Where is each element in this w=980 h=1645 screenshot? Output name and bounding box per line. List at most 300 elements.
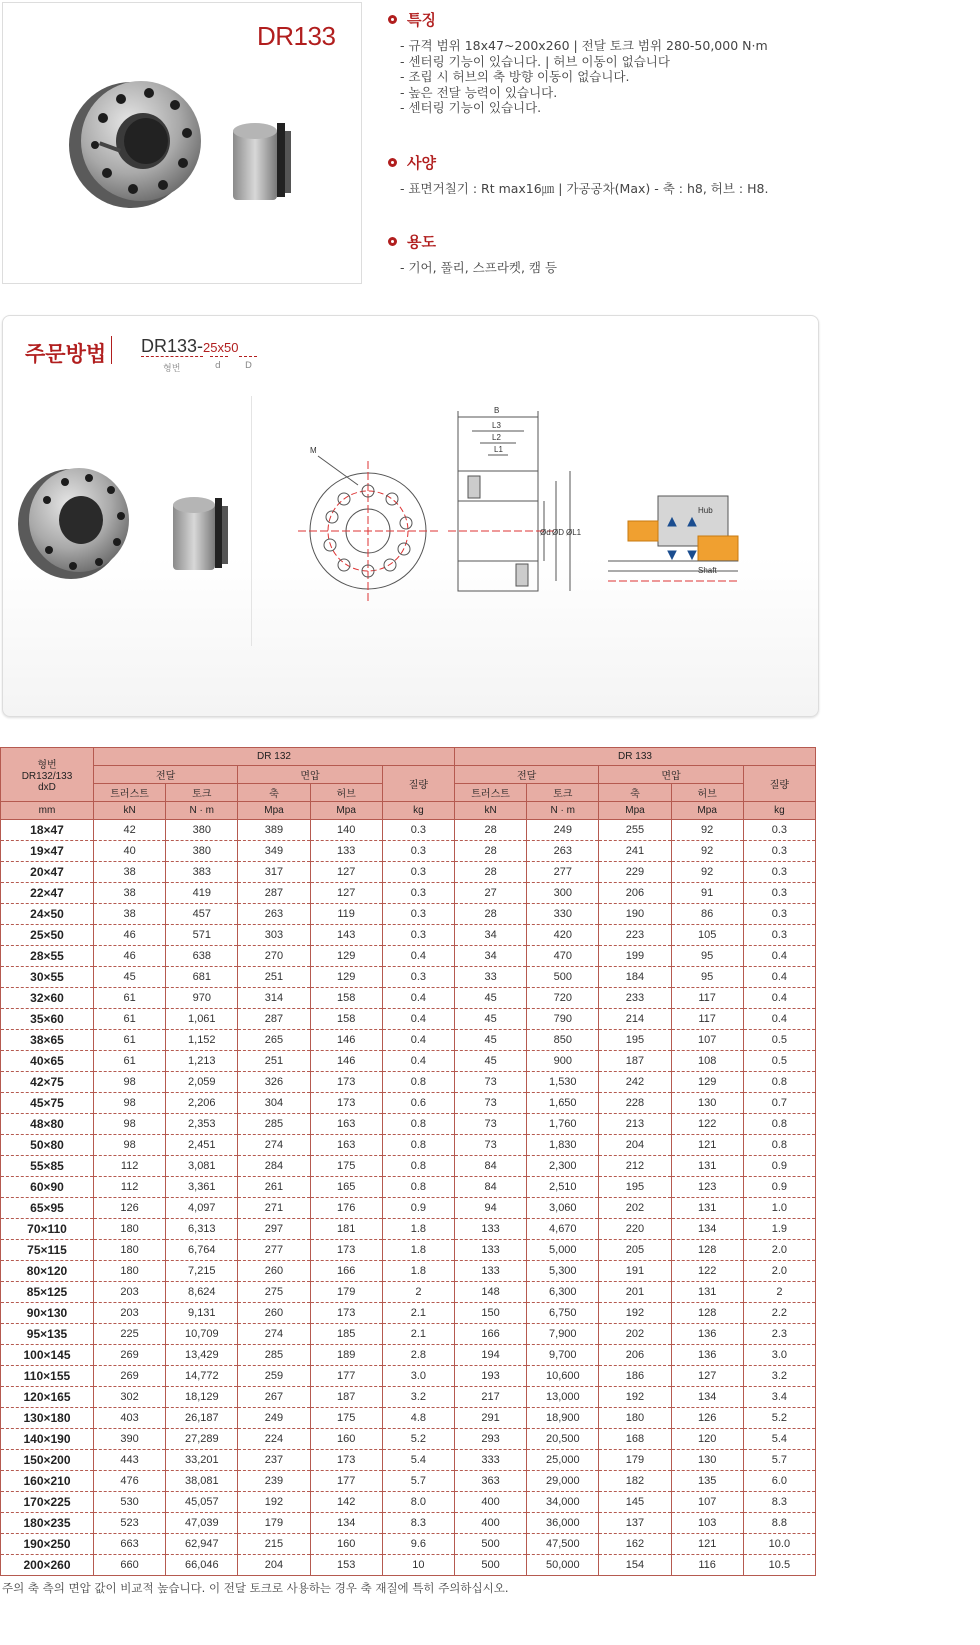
table-cell: 192 — [599, 1303, 671, 1324]
table-cell: 91 — [671, 883, 743, 904]
table-cell: 237 — [238, 1450, 310, 1471]
label-l3: L3 — [492, 421, 501, 430]
table-cell: 0.9 — [743, 1156, 815, 1177]
row-dimension: 19×47 — [1, 841, 94, 862]
underline-D — [239, 356, 257, 357]
features-heading — [388, 9, 968, 30]
table-cell: 173 — [310, 1240, 382, 1261]
table-cell: 158 — [310, 1009, 382, 1030]
table-cell: 120 — [671, 1429, 743, 1450]
table-cell: 107 — [671, 1492, 743, 1513]
table-cell: 45 — [455, 988, 527, 1009]
table-cell: 47,500 — [527, 1534, 599, 1555]
table-cell: 146 — [310, 1030, 382, 1051]
table-cell: 13,000 — [527, 1387, 599, 1408]
table-cell: 523 — [94, 1513, 166, 1534]
table-cell: 182 — [599, 1471, 671, 1492]
specs-list — [400, 181, 968, 197]
table-cell: 46 — [94, 946, 166, 967]
table-cell: 900 — [527, 1051, 599, 1072]
label-l2: L2 — [492, 433, 501, 442]
row-dimension: 140×190 — [1, 1429, 94, 1450]
table-cell: 2.1 — [382, 1303, 454, 1324]
table-cell: 0.3 — [382, 862, 454, 883]
table-cell: 192 — [599, 1387, 671, 1408]
table-cell: 293 — [455, 1429, 527, 1450]
product-photo — [3, 3, 361, 283]
header-torque: 토크 — [166, 784, 238, 802]
table-cell: 50,000 — [527, 1555, 599, 1576]
bullet-icon — [388, 237, 397, 246]
table-cell: 0.3 — [743, 883, 815, 904]
table-cell: 61 — [94, 1051, 166, 1072]
table-cell: 47,039 — [166, 1513, 238, 1534]
row-dimension: 160×210 — [1, 1471, 94, 1492]
usage-heading — [388, 231, 968, 252]
table-cell: 285 — [238, 1114, 310, 1135]
table-cell: 163 — [310, 1135, 382, 1156]
table-cell: 20,500 — [527, 1429, 599, 1450]
table-cell: 179 — [599, 1450, 671, 1471]
table-cell: 128 — [671, 1240, 743, 1261]
table-cell: 126 — [94, 1198, 166, 1219]
table-row — [1, 841, 816, 862]
table-cell: 112 — [94, 1177, 166, 1198]
table-cell: 137 — [599, 1513, 671, 1534]
table-cell: 0.4 — [743, 1009, 815, 1030]
table-cell: 212 — [599, 1156, 671, 1177]
row-dimension: 25×50 — [1, 925, 94, 946]
table-cell: 287 — [238, 1009, 310, 1030]
table-cell: 14,772 — [166, 1366, 238, 1387]
header-transmit: 전달 — [455, 766, 599, 784]
table-cell: 3.2 — [743, 1366, 815, 1387]
header-torque: 토크 — [527, 784, 599, 802]
table-cell: 28 — [455, 862, 527, 883]
table-cell: 259 — [238, 1366, 310, 1387]
table-cell: 205 — [599, 1240, 671, 1261]
order-code-D: 50 — [224, 340, 239, 355]
table-cell: 112 — [94, 1156, 166, 1177]
table-row — [1, 1135, 816, 1156]
table-cell: 3,081 — [166, 1156, 238, 1177]
row-dimension: 55×85 — [1, 1156, 94, 1177]
underline-d — [210, 356, 228, 357]
table-cell: 195 — [599, 1030, 671, 1051]
table-cell: 383 — [166, 862, 238, 883]
row-dimension: 190×250 — [1, 1534, 94, 1555]
table-cell: 180 — [94, 1240, 166, 1261]
table-cell: 241 — [599, 841, 671, 862]
table-cell: 0.4 — [382, 988, 454, 1009]
unit-nm: N · m — [527, 802, 599, 820]
table-cell: 850 — [527, 1030, 599, 1051]
table-cell: 0.7 — [743, 1093, 815, 1114]
table-cell: 470 — [527, 946, 599, 967]
label-m: M — [310, 446, 317, 455]
table-cell: 34 — [455, 946, 527, 967]
table-cell: 38 — [94, 862, 166, 883]
order-code-d: 25 — [203, 340, 218, 355]
header-thrust: 트러스트 — [455, 784, 527, 802]
table-cell: 2 — [382, 1282, 454, 1303]
table-cell: 249 — [527, 820, 599, 841]
table-cell: 34 — [455, 925, 527, 946]
table-cell: 184 — [599, 967, 671, 988]
table-cell: 29,000 — [527, 1471, 599, 1492]
table-cell: 284 — [238, 1156, 310, 1177]
row-dimension: 200×260 — [1, 1555, 94, 1576]
table-row — [1, 1555, 816, 1576]
table-cell: 181 — [310, 1219, 382, 1240]
table-cell: 195 — [599, 1177, 671, 1198]
order-sub-D: D — [245, 361, 252, 371]
table-row — [1, 1492, 816, 1513]
table-cell: 400 — [455, 1492, 527, 1513]
table-cell: 1,760 — [527, 1114, 599, 1135]
table-cell: 98 — [94, 1114, 166, 1135]
table-cell: 145 — [599, 1492, 671, 1513]
table-cell: 1,152 — [166, 1030, 238, 1051]
table-cell: 0.3 — [382, 904, 454, 925]
table-cell: 287 — [238, 883, 310, 904]
table-cell: 130 — [671, 1093, 743, 1114]
table-cell: 127 — [310, 862, 382, 883]
table-header-row — [1, 748, 816, 766]
table-cell: 142 — [310, 1492, 382, 1513]
table-cell: 274 — [238, 1135, 310, 1156]
table-cell: 73 — [455, 1093, 527, 1114]
table-cell: 0.3 — [382, 820, 454, 841]
table-cell: 160 — [310, 1429, 382, 1450]
table-cell: 146 — [310, 1051, 382, 1072]
header-thrust: 트러스트 — [94, 784, 166, 802]
table-row — [1, 883, 816, 904]
table-cell: 9,700 — [527, 1345, 599, 1366]
unit-mm: mm — [1, 802, 94, 820]
row-dimension: 22×47 — [1, 883, 94, 904]
table-row — [1, 1366, 816, 1387]
row-dimension: 30×55 — [1, 967, 94, 988]
table-cell: 134 — [310, 1513, 382, 1534]
table-cell: 186 — [599, 1366, 671, 1387]
table-cell: 380 — [166, 820, 238, 841]
table-cell: 363 — [455, 1471, 527, 1492]
table-cell: 403 — [94, 1408, 166, 1429]
table-cell: 158 — [310, 988, 382, 1009]
row-dimension: 42×75 — [1, 1072, 94, 1093]
table-cell: 500 — [455, 1534, 527, 1555]
list-item: - 높은 전달 능력이 있습니다. — [400, 85, 968, 101]
table-cell: 0.8 — [382, 1114, 454, 1135]
table-cell: 6,313 — [166, 1219, 238, 1240]
table-cell: 98 — [94, 1072, 166, 1093]
table-cell: 277 — [238, 1240, 310, 1261]
table-cell: 3.0 — [743, 1345, 815, 1366]
table-cell: 140 — [310, 820, 382, 841]
table-cell: 10,600 — [527, 1366, 599, 1387]
table-cell: 660 — [94, 1555, 166, 1576]
table-row — [1, 1471, 816, 1492]
table-cell: 73 — [455, 1135, 527, 1156]
table-cell: 970 — [166, 988, 238, 1009]
table-cell: 0.3 — [382, 841, 454, 862]
table-cell: 285 — [238, 1345, 310, 1366]
table-cell: 95 — [671, 967, 743, 988]
table-cell: 9,131 — [166, 1303, 238, 1324]
table-cell: 389 — [238, 820, 310, 841]
table-row — [1, 1408, 816, 1429]
product-title: DR133 — [257, 21, 336, 51]
table-row — [1, 967, 816, 988]
table-cell: 0.4 — [382, 946, 454, 967]
usage-list — [400, 260, 968, 276]
table-cell: 6,750 — [527, 1303, 599, 1324]
table-cell: 223 — [599, 925, 671, 946]
table-cell: 38 — [94, 904, 166, 925]
table-cell: 45 — [455, 1030, 527, 1051]
table-cell: 326 — [238, 1072, 310, 1093]
table-cell: 2,353 — [166, 1114, 238, 1135]
table-cell: 304 — [238, 1093, 310, 1114]
row-dimension: 35×60 — [1, 1009, 94, 1030]
table-cell: 0.9 — [382, 1198, 454, 1219]
table-cell: 251 — [238, 967, 310, 988]
table-cell: 127 — [310, 883, 382, 904]
table-cell: 131 — [671, 1282, 743, 1303]
table-cell: 5.7 — [743, 1450, 815, 1471]
table-cell: 45 — [94, 967, 166, 988]
table-cell: 92 — [671, 841, 743, 862]
table-cell: 175 — [310, 1408, 382, 1429]
header-model-line3: dxD — [38, 782, 56, 793]
table-cell: 3,361 — [166, 1177, 238, 1198]
label-D: ØD — [552, 528, 564, 537]
row-dimension: 20×47 — [1, 862, 94, 883]
row-dimension: 38×65 — [1, 1030, 94, 1051]
table-cell: 62,947 — [166, 1534, 238, 1555]
table-cell: 8.3 — [382, 1513, 454, 1534]
table-cell: 199 — [599, 946, 671, 967]
header-pressure: 면압 — [238, 766, 382, 784]
table-cell: 260 — [238, 1261, 310, 1282]
table-cell: 2,510 — [527, 1177, 599, 1198]
table-cell: 131 — [671, 1198, 743, 1219]
table-row — [1, 1303, 816, 1324]
table-row — [1, 1450, 816, 1471]
table-cell: 162 — [599, 1534, 671, 1555]
label-d: Ød — [540, 528, 551, 537]
table-cell: 117 — [671, 988, 743, 1009]
header-pressure: 면압 — [599, 766, 743, 784]
table-cell: 277 — [527, 862, 599, 883]
table-cell: 10 — [382, 1555, 454, 1576]
header-weight: 질량 — [743, 766, 815, 802]
table-cell: 300 — [527, 883, 599, 904]
table-cell: 4,097 — [166, 1198, 238, 1219]
table-row — [1, 988, 816, 1009]
table-cell: 349 — [238, 841, 310, 862]
header-transmit: 전달 — [94, 766, 238, 784]
table-row — [1, 1261, 816, 1282]
specs-section — [388, 152, 968, 197]
spec-table — [0, 747, 816, 1576]
table-cell: 166 — [455, 1324, 527, 1345]
features-section — [388, 9, 968, 116]
table-cell: 0.8 — [743, 1135, 815, 1156]
table-cell: 154 — [599, 1555, 671, 1576]
table-cell: 204 — [599, 1135, 671, 1156]
table-cell: 265 — [238, 1030, 310, 1051]
table-cell: 274 — [238, 1324, 310, 1345]
table-cell: 530 — [94, 1492, 166, 1513]
table-cell: 6.0 — [743, 1471, 815, 1492]
header-group-dr132: DR 132 — [94, 748, 455, 766]
table-cell: 2.0 — [743, 1261, 815, 1282]
table-row — [1, 1114, 816, 1135]
table-cell: 73 — [455, 1114, 527, 1135]
unit-mpa: Mpa — [671, 802, 743, 820]
table-cell: 251 — [238, 1051, 310, 1072]
table-cell: 0.3 — [743, 820, 815, 841]
row-dimension: 32×60 — [1, 988, 94, 1009]
row-dimension: 50×80 — [1, 1135, 94, 1156]
table-row — [1, 862, 816, 883]
table-cell: 165 — [310, 1177, 382, 1198]
table-cell: 150 — [455, 1303, 527, 1324]
features-title: 특징 — [407, 11, 436, 29]
unit-kg: kg — [382, 802, 454, 820]
header-hub: 허브 — [310, 784, 382, 802]
row-dimension: 90×130 — [1, 1303, 94, 1324]
table-cell: 0.3 — [382, 883, 454, 904]
table-row — [1, 1324, 816, 1345]
table-cell: 135 — [671, 1471, 743, 1492]
table-cell: 3.2 — [382, 1387, 454, 1408]
table-cell: 6,300 — [527, 1282, 599, 1303]
order-sub-d: d — [215, 361, 221, 371]
table-cell: 269 — [94, 1366, 166, 1387]
table-cell: 291 — [455, 1408, 527, 1429]
table-cell: 119 — [310, 904, 382, 925]
table-cell: 255 — [599, 820, 671, 841]
table-cell: 220 — [599, 1219, 671, 1240]
table-cell: 380 — [166, 841, 238, 862]
table-cell: 42 — [94, 820, 166, 841]
table-cell: 0.3 — [743, 904, 815, 925]
row-dimension: 120×165 — [1, 1387, 94, 1408]
technical-drawing — [258, 401, 818, 621]
table-cell: 202 — [599, 1198, 671, 1219]
unit-kn: kN — [455, 802, 527, 820]
table-cell: 84 — [455, 1156, 527, 1177]
table-cell: 18,129 — [166, 1387, 238, 1408]
table-cell: 123 — [671, 1177, 743, 1198]
table-cell: 95 — [671, 946, 743, 967]
table-cell: 7,215 — [166, 1261, 238, 1282]
table-cell: 0.8 — [382, 1135, 454, 1156]
table-cell: 663 — [94, 1534, 166, 1555]
table-cell: 790 — [527, 1009, 599, 1030]
table-cell: 136 — [671, 1324, 743, 1345]
table-cell: 176 — [310, 1198, 382, 1219]
table-cell: 2,059 — [166, 1072, 238, 1093]
table-cell: 2.8 — [382, 1345, 454, 1366]
header-model — [1, 748, 94, 802]
table-cell: 419 — [166, 883, 238, 904]
table-cell: 129 — [671, 1072, 743, 1093]
table-cell: 5.4 — [382, 1450, 454, 1471]
table-cell: 229 — [599, 862, 671, 883]
table-cell: 18,900 — [527, 1408, 599, 1429]
table-cell: 194 — [455, 1345, 527, 1366]
unit-kg: kg — [743, 802, 815, 820]
table-cell: 187 — [310, 1387, 382, 1408]
label-shaft: Shaft — [698, 566, 717, 575]
table-cell: 3.4 — [743, 1387, 815, 1408]
list-item: - 조립 시 허브의 축 방향 이동이 없습니다. — [400, 69, 968, 85]
table-cell: 267 — [238, 1387, 310, 1408]
table-row — [1, 1198, 816, 1219]
label-l1: L1 — [494, 445, 503, 454]
table-cell: 122 — [671, 1261, 743, 1282]
table-cell: 7,900 — [527, 1324, 599, 1345]
table-cell: 215 — [238, 1534, 310, 1555]
table-cell: 129 — [310, 946, 382, 967]
features-list — [400, 38, 968, 116]
list-item: - 표면거칠기 : Rt max16㎛ | 가공공차(Max) - 축 : h8, 허브 : H8. — [400, 181, 968, 197]
table-row — [1, 1177, 816, 1198]
table-row — [1, 1429, 816, 1450]
table-cell: 36,000 — [527, 1513, 599, 1534]
table-cell: 107 — [671, 1030, 743, 1051]
row-dimension: 45×75 — [1, 1093, 94, 1114]
table-cell: 443 — [94, 1450, 166, 1471]
table-cell: 26,187 — [166, 1408, 238, 1429]
header-model-line1: 형번 — [37, 760, 57, 771]
table-cell: 0.5 — [743, 1051, 815, 1072]
list-item: - 기어, 풀리, 스프라켓, 캠 등 — [400, 260, 968, 276]
table-cell: 133 — [455, 1261, 527, 1282]
bullet-icon — [388, 158, 397, 167]
table-unit-row — [1, 802, 816, 820]
table-cell: 0.3 — [382, 967, 454, 988]
table-cell: 1,213 — [166, 1051, 238, 1072]
order-code-model: DR133- — [141, 336, 204, 356]
table-cell: 27 — [455, 883, 527, 904]
table-cell: 148 — [455, 1282, 527, 1303]
usage-section — [388, 231, 968, 276]
table-cell: 163 — [310, 1114, 382, 1135]
row-dimension: 110×155 — [1, 1366, 94, 1387]
table-cell: 2,206 — [166, 1093, 238, 1114]
footnote: 주의 축 측의 면압 값이 비교적 높습니다. 이 전달 토크로 사용하는 경우 축 재질에 특히 주의하십시오. — [2, 1581, 509, 1595]
table-cell: 94 — [455, 1198, 527, 1219]
table-cell: 297 — [238, 1219, 310, 1240]
header-shaft: 축 — [238, 784, 310, 802]
specs-title: 사양 — [407, 154, 436, 172]
table-cell: 5.2 — [743, 1408, 815, 1429]
row-dimension: 95×135 — [1, 1324, 94, 1345]
table-cell: 1.8 — [382, 1240, 454, 1261]
row-dimension: 48×80 — [1, 1114, 94, 1135]
table-cell: 175 — [310, 1156, 382, 1177]
table-row — [1, 925, 816, 946]
table-cell: 116 — [671, 1555, 743, 1576]
table-cell: 6,764 — [166, 1240, 238, 1261]
table-row — [1, 1156, 816, 1177]
table-cell: 133 — [455, 1219, 527, 1240]
